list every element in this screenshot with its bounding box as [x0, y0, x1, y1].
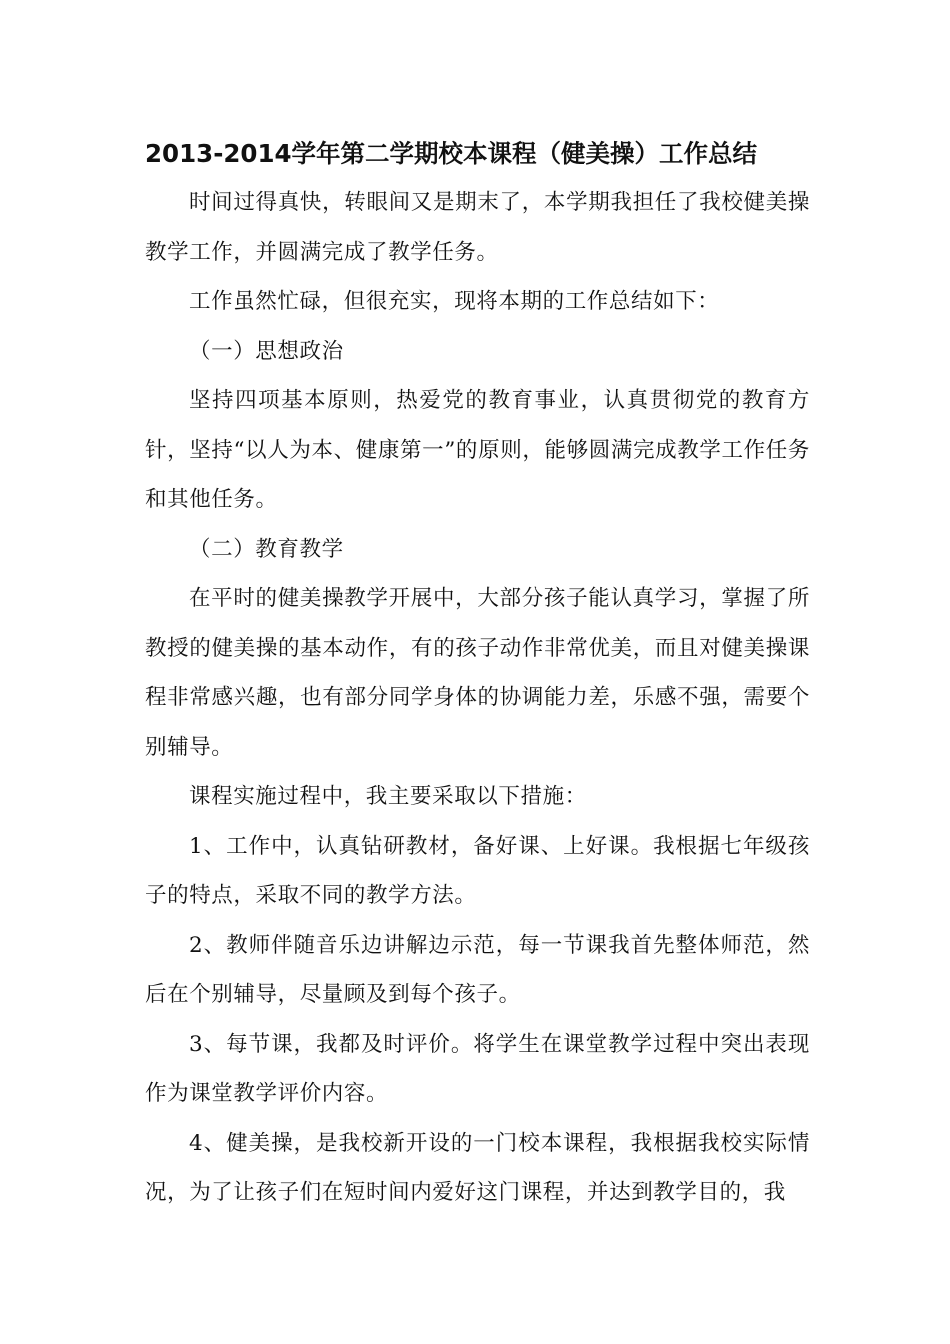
paragraph-measure-4: 4、健美操，是我校新开设的一门校本课程，我根据我校实际情况，为了让孩子们在短时间内爱好这门课程，并达到教学目的，我: [145, 1130, 810, 1205]
paragraph-ideology: 坚持四项基本原则，热爱党的教育事业，认真贯彻党的教育方针，坚持“以人为本、健康第一”的原则，能够圆满完成教学工作任务和其他任务。: [145, 388, 810, 512]
paragraph-measure-2: 2、教师伴随音乐边讲解边示范，每一节课我首先整体师范，然后在个别辅导，尽量顾及到每个孩子。: [145, 932, 810, 1007]
section-heading-teaching: （二）教育教学: [189, 536, 344, 562]
section-heading-ideology: （一）思想政治: [189, 338, 344, 364]
paragraph-summary-lead: 工作虽然忙碌，但很充实，现将本期的工作总结如下：: [189, 289, 720, 314]
paragraph-measures-lead: 课程实施过程中，我主要采取以下措施：: [189, 784, 587, 809]
document-body: [145, 178, 810, 1218]
paragraph-measure-3: 3、每节课，我都及时评价。将学生在课堂教学过程中突出表现作为课堂教学评价内容。: [145, 1031, 810, 1106]
paragraph-measure-1: 1、工作中，认真钻研教材，备好课、上好课。我根据七年级孩子的特点，采取不同的教学方法。: [145, 833, 810, 908]
paragraph-teaching: 在平时的健美操教学开展中，大部分孩子能认真学习，掌握了所教授的健美操的基本动作，有的孩子动作非常优美，而且对健美操课程非常感兴趣，也有部分同学身体的协调能力差，乐感不强，需要个别辅导。: [145, 586, 810, 760]
document-title: 2013-2014学年第二学期校本课程（健美操）工作总结: [145, 139, 758, 168]
paragraph-intro: 时间过得真快，转眼间又是期末了，本学期我担任了我校健美操教学工作，并圆满完成了教学任务。: [145, 190, 810, 265]
